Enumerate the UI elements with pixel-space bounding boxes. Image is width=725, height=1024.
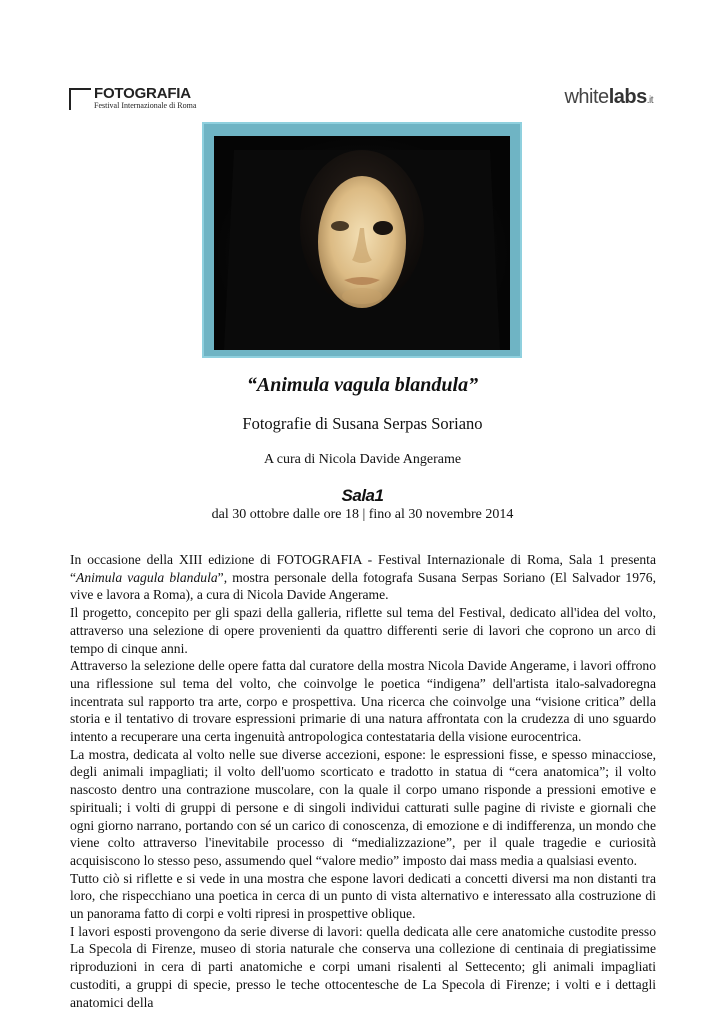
fotografia-logo-mark bbox=[69, 88, 91, 110]
whitelabs-logo-tld: .it bbox=[646, 95, 653, 106]
body-paragraph-6: I lavori esposti provengono da serie diverse di lavori: quella dedicata alle cere anatomiche custodite presso La Specola di Firenze, museo di storia naturale che conserva una collezione di centinaia di pregiatissime riproduzioni in cera di parti anatomiche e corpi umani risalenti al Settecento; gli animali impagliati custoditi, a gruppi di specie, presso le teche ottocentesche de La Specola di Firenze; i volti e i dettagli anatomici della bbox=[70, 923, 656, 1010]
body-paragraph-1 bbox=[70, 551, 656, 604]
exhibition-dates: dal 30 ottobre dalle ore 18 | fino al 30 novembre 2014 bbox=[211, 507, 514, 522]
fotografia-logo-subtitle: Festival Internazionale di Roma bbox=[94, 101, 197, 110]
fotografia-logo-title: FOTOGRAFIA bbox=[94, 85, 191, 102]
press-release-body bbox=[70, 551, 656, 1011]
exhibition-curator: A cura di Nicola Davide Angerame bbox=[263, 452, 462, 467]
exhibition-title: “Animula vagula blandula” bbox=[246, 374, 479, 396]
sala1-logo: Sala1 bbox=[341, 486, 384, 505]
photo-dark-field bbox=[214, 136, 510, 350]
body-paragraph-2: Il progetto, concepito per gli spazi della galleria, riflette sul tema del Festival, dedicato all'idea del volto, attraverso una selezione di opere provenienti da quattro differenti serie di lavori che coprono un arco di tempo di cinque anni. bbox=[70, 605, 656, 656]
fotografia-logo bbox=[69, 86, 196, 111]
body-paragraph-1-italic-title: Animula vagula blandula bbox=[76, 569, 218, 585]
body-paragraph-5: Tutto ciò si riflette e si vede in una mostra che espone lavori dedicati a concetti diversi ma non distanti tra loro, che rispecchiano una poetica in cerca di un punto di vista alternativo e interessato alla costruzione di un panorama fatto di corpi e volti ripresi in prospettive oblique. bbox=[70, 870, 656, 922]
whitelabs-logo-light: white bbox=[564, 86, 609, 108]
body-paragraph-1-start: In occasione della XIII edizione di FOTOGRAFIA - Festival Internazionale di Roma, Sala 1 presenta “ bbox=[70, 552, 656, 585]
wax-face-mask-image bbox=[214, 136, 510, 350]
whitelabs-logo-bold: labs bbox=[608, 86, 647, 108]
whitelabs-logo bbox=[564, 86, 653, 109]
body-paragraph-3: Attraverso la selezione delle opere fatta dal curatore della mostra Nicola Davide Angerame, i lavori offrono una riflessione sul tema del volto, che coinvolge le poetica “indigena” dell'artista italo-salvadoregna incentrata sul rapporto tra arte, corpo e prospettiva. Una ricerca che coinvolge una “visione critica” della storia e il tentativo di trovare espressioni primarie di una natura affrontata con la crudezza di uno sguardo intento a recuperare una certa ingenuità antropologica contestataria della visione eurocentrica. bbox=[70, 658, 656, 745]
body-paragraph-4: La mostra, dedicata al volto nelle sue diverse accezioni, espone: le espressioni fisse, e spesso minacciose, degli animali impagliati; il volto dell'uomo scorticato e tradotto in statua di “cera anatomica”; il volto nascosto dentro una contrazione muscolare, con la quale il corpo umano risponde a pressioni emotive e spirituali; i volti di gruppi di persone e di singoli individui catturati sulle pagine di riviste e giornali che ogni giorno narrano, portando con sé un carico di conoscenza, di emozione e di indifferenza, un mondo che viene colto attraverso l'inevitabile processo di “medializzazione”, per il quale tragedie e curiosità acquisiscono lo stesso peso, assumendo quel “valore medio” imposto dai mass media a qualsiasi evento. bbox=[70, 746, 656, 868]
exhibition-subtitle: Fotografie di Susana Serpas Soriano bbox=[242, 414, 483, 433]
exhibition-photo bbox=[202, 122, 522, 358]
body-paragraph-1-end: ”, mostra personale della fotografa Susana Serpas Soriano (El Salvador 1976, vive e lavora a Roma), a cura di Nicola Davide Angerame. bbox=[70, 569, 656, 603]
